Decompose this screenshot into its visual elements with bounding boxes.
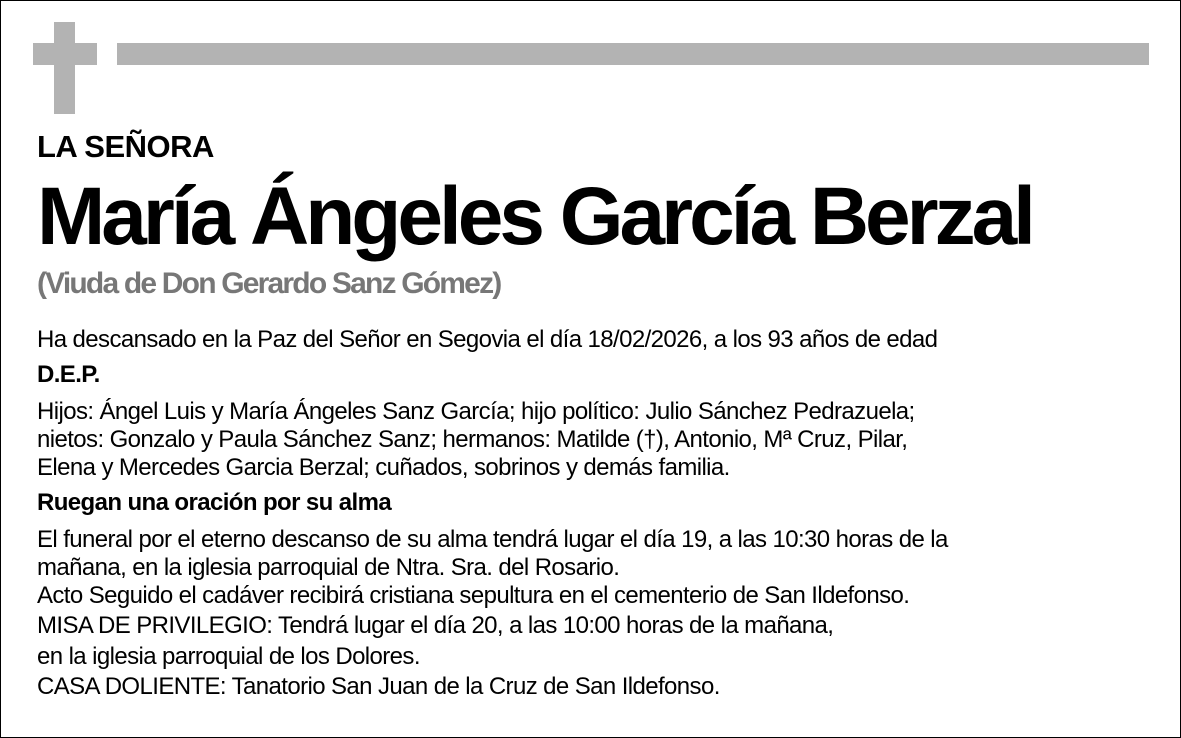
family-line: Hijos: Ángel Luis y María Ángeles Sanz García; hijo político: Julio Sánchez Pedrazuela;: [37, 398, 915, 425]
detail-line: MISA DE PRIVILEGIO: Tendrá lugar el día 20, a las 10:00 horas de la mañana,: [37, 612, 834, 639]
prayer-request: Ruegan una oración por su alma: [37, 489, 392, 516]
subtitle: (Viuda de Don Gerardo Sanz Gómez): [37, 267, 501, 300]
title-prefix: LA SEÑORA: [37, 129, 214, 164]
family-line: Elena y Mercedes Garcia Berzal; cuñados, sobrinos y demás familia.: [37, 454, 730, 481]
header-rule: [117, 43, 1149, 65]
death-notice: Ha descansado en la Paz del Señor en Segovia el día 18/02/2026, a los 93 años de edad: [37, 326, 938, 353]
detail-line: Acto Seguido el cadáver recibirá cristiana sepultura en el cementerio de San Ildefonso.: [37, 582, 910, 609]
dep-label: D.E.P.: [37, 361, 100, 388]
detail-line: CASA DOLIENTE: Tanatorio San Juan de la Cruz de San Ildefonso.: [37, 673, 720, 700]
cross-icon-bar: [33, 43, 97, 65]
family-line: nietos: Gonzalo y Paula Sánchez Sanz; hermanos: Matilde (†), Antonio, Mª Cruz, Pilar,: [37, 426, 908, 453]
detail-line: en la iglesia parroquial de los Dolores.: [37, 643, 420, 670]
cross-icon: [54, 22, 75, 114]
detail-line: El funeral por el eterno descanso de su alma tendrá lugar el día 19, a las 10:30 horas de la: [37, 526, 948, 553]
detail-line: mañana, en la iglesia parroquial de Ntra. Sra. del Rosario.: [37, 554, 620, 581]
deceased-name: María Ángeles García Berzal: [37, 171, 1032, 262]
